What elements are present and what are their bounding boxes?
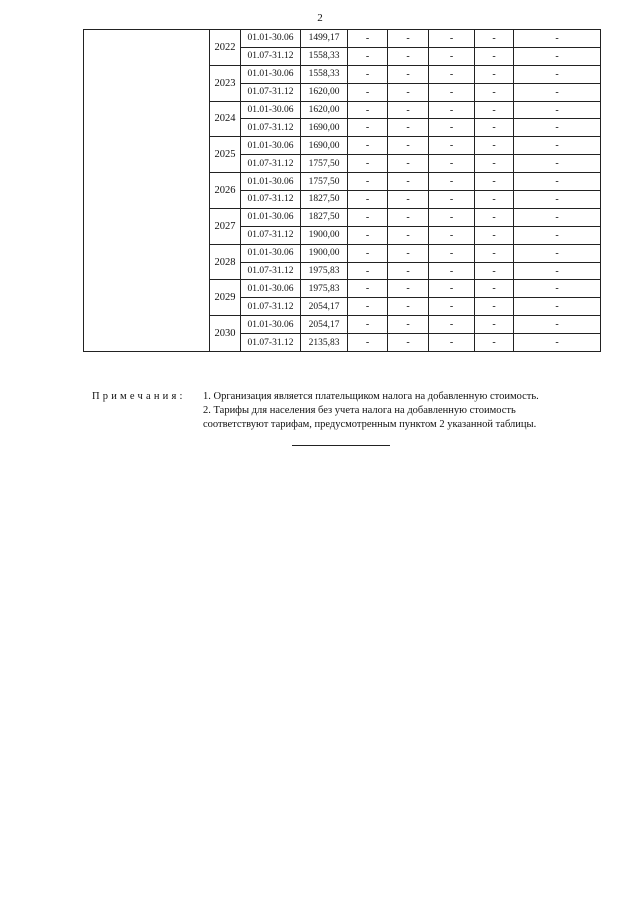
note-item-2: 2. Тарифы для населения без учета налога на добавленную стоимость [203, 405, 516, 416]
tariff-value-cell: 1975,83 [301, 280, 348, 298]
empty-value-cell: - [388, 316, 429, 334]
note-item-1: 1. Организация является плательщиком налога на добавленную стоимость. [203, 391, 539, 402]
year-cell: 2022 [210, 30, 241, 66]
empty-value-cell: - [388, 191, 429, 209]
empty-value-cell: - [514, 191, 601, 209]
empty-value-cell: - [429, 208, 475, 226]
empty-value-cell: - [514, 30, 601, 48]
empty-value-cell: - [388, 208, 429, 226]
empty-value-cell: - [429, 316, 475, 334]
period-cell: 01.07-31.12 [241, 262, 301, 280]
period-cell: 01.07-31.12 [241, 191, 301, 209]
empty-value-cell: - [475, 316, 514, 334]
period-cell: 01.01-30.06 [241, 137, 301, 155]
blank-category-cell [84, 30, 210, 352]
empty-value-cell: - [388, 155, 429, 173]
empty-value-cell: - [475, 101, 514, 119]
period-cell: 01.07-31.12 [241, 226, 301, 244]
empty-value-cell: - [514, 316, 601, 334]
empty-value-cell: - [514, 155, 601, 173]
empty-value-cell: - [429, 262, 475, 280]
empty-value-cell: - [348, 173, 388, 191]
empty-value-cell: - [475, 226, 514, 244]
year-cell: 2023 [210, 65, 241, 101]
empty-value-cell: - [348, 119, 388, 137]
empty-value-cell: - [348, 155, 388, 173]
empty-value-cell: - [388, 280, 429, 298]
year-cell: 2025 [210, 137, 241, 173]
empty-value-cell: - [475, 155, 514, 173]
empty-value-cell: - [348, 280, 388, 298]
empty-value-cell: - [475, 47, 514, 65]
period-cell: 01.01-30.06 [241, 173, 301, 191]
empty-value-cell: - [429, 119, 475, 137]
empty-value-cell: - [475, 334, 514, 352]
empty-value-cell: - [475, 137, 514, 155]
notes-label: Примечания: [92, 391, 186, 402]
tariff-value-cell: 1620,00 [301, 83, 348, 101]
period-cell: 01.01-30.06 [241, 65, 301, 83]
year-cell: 2027 [210, 208, 241, 244]
tariff-value-cell: 2135,83 [301, 334, 348, 352]
empty-value-cell: - [388, 137, 429, 155]
page-number: 2 [317, 12, 323, 24]
empty-value-cell: - [429, 47, 475, 65]
empty-value-cell: - [475, 298, 514, 316]
period-cell: 01.07-31.12 [241, 155, 301, 173]
notes-body [203, 390, 601, 432]
tariff-value-cell: 1900,00 [301, 226, 348, 244]
empty-value-cell: - [388, 101, 429, 119]
tariff-value-cell: 1690,00 [301, 137, 348, 155]
empty-value-cell: - [348, 47, 388, 65]
empty-value-cell: - [348, 316, 388, 334]
tariff-value-cell: 1499,17 [301, 30, 348, 48]
empty-value-cell: - [429, 30, 475, 48]
empty-value-cell: - [429, 137, 475, 155]
empty-value-cell: - [388, 30, 429, 48]
empty-value-cell: - [348, 101, 388, 119]
tariff-value-cell: 1558,33 [301, 65, 348, 83]
empty-value-cell: - [388, 262, 429, 280]
tariff-value-cell: 1620,00 [301, 101, 348, 119]
tariff-table [83, 29, 601, 352]
empty-value-cell: - [475, 191, 514, 209]
empty-value-cell: - [348, 244, 388, 262]
empty-value-cell: - [388, 173, 429, 191]
empty-value-cell: - [348, 30, 388, 48]
empty-value-cell: - [514, 119, 601, 137]
note-item-2-continuation: соответствуют тарифам, предусмотренным пунктом 2 указанной таблицы. [203, 419, 537, 430]
tariff-value-cell: 1558,33 [301, 47, 348, 65]
empty-value-cell: - [388, 47, 429, 65]
tariff-value-cell: 1827,50 [301, 191, 348, 209]
period-cell: 01.07-31.12 [241, 119, 301, 137]
empty-value-cell: - [514, 137, 601, 155]
empty-value-cell: - [348, 226, 388, 244]
empty-value-cell: - [514, 208, 601, 226]
empty-value-cell: - [429, 191, 475, 209]
empty-value-cell: - [514, 244, 601, 262]
empty-value-cell: - [514, 334, 601, 352]
tariff-value-cell: 1900,00 [301, 244, 348, 262]
empty-value-cell: - [348, 298, 388, 316]
empty-value-cell: - [475, 173, 514, 191]
empty-value-cell: - [514, 298, 601, 316]
empty-value-cell: - [429, 65, 475, 83]
empty-value-cell: - [388, 226, 429, 244]
empty-value-cell: - [514, 47, 601, 65]
period-cell: 01.01-30.06 [241, 101, 301, 119]
empty-value-cell: - [475, 119, 514, 137]
empty-value-cell: - [388, 244, 429, 262]
period-cell: 01.01-30.06 [241, 316, 301, 334]
empty-value-cell: - [514, 65, 601, 83]
empty-value-cell: - [475, 244, 514, 262]
empty-value-cell: - [475, 30, 514, 48]
empty-value-cell: - [388, 65, 429, 83]
tariff-value-cell: 1757,50 [301, 173, 348, 191]
year-cell: 2030 [210, 316, 241, 352]
period-cell: 01.07-31.12 [241, 83, 301, 101]
signoff-rule [292, 445, 390, 446]
year-cell: 2024 [210, 101, 241, 137]
empty-value-cell: - [514, 173, 601, 191]
empty-value-cell: - [475, 83, 514, 101]
empty-value-cell: - [348, 83, 388, 101]
empty-value-cell: - [429, 155, 475, 173]
period-cell: 01.07-31.12 [241, 298, 301, 316]
empty-value-cell: - [388, 83, 429, 101]
year-cell: 2028 [210, 244, 241, 280]
empty-value-cell: - [348, 334, 388, 352]
empty-value-cell: - [429, 280, 475, 298]
empty-value-cell: - [388, 334, 429, 352]
table-row [84, 30, 601, 48]
tariff-value-cell: 2054,17 [301, 298, 348, 316]
empty-value-cell: - [514, 83, 601, 101]
empty-value-cell: - [348, 208, 388, 226]
tariff-value-cell: 1827,50 [301, 208, 348, 226]
period-cell: 01.01-30.06 [241, 280, 301, 298]
empty-value-cell: - [348, 65, 388, 83]
empty-value-cell: - [429, 334, 475, 352]
tariff-value-cell: 1690,00 [301, 119, 348, 137]
tariff-value-cell: 1975,83 [301, 262, 348, 280]
empty-value-cell: - [429, 173, 475, 191]
empty-value-cell: - [429, 244, 475, 262]
year-cell: 2029 [210, 280, 241, 316]
empty-value-cell: - [429, 83, 475, 101]
empty-value-cell: - [514, 280, 601, 298]
empty-value-cell: - [429, 298, 475, 316]
period-cell: 01.01-30.06 [241, 208, 301, 226]
empty-value-cell: - [348, 191, 388, 209]
empty-value-cell: - [388, 298, 429, 316]
year-cell: 2026 [210, 173, 241, 209]
empty-value-cell: - [388, 119, 429, 137]
empty-value-cell: - [475, 65, 514, 83]
empty-value-cell: - [514, 226, 601, 244]
empty-value-cell: - [429, 226, 475, 244]
empty-value-cell: - [514, 101, 601, 119]
empty-value-cell: - [429, 101, 475, 119]
empty-value-cell: - [514, 262, 601, 280]
period-cell: 01.01-30.06 [241, 30, 301, 48]
period-cell: 01.07-31.12 [241, 334, 301, 352]
empty-value-cell: - [475, 280, 514, 298]
period-cell: 01.01-30.06 [241, 244, 301, 262]
empty-value-cell: - [475, 262, 514, 280]
empty-value-cell: - [475, 208, 514, 226]
empty-value-cell: - [348, 262, 388, 280]
tariff-value-cell: 2054,17 [301, 316, 348, 334]
tariff-table-body [84, 30, 601, 352]
empty-value-cell: - [348, 137, 388, 155]
tariff-value-cell: 1757,50 [301, 155, 348, 173]
period-cell: 01.07-31.12 [241, 47, 301, 65]
